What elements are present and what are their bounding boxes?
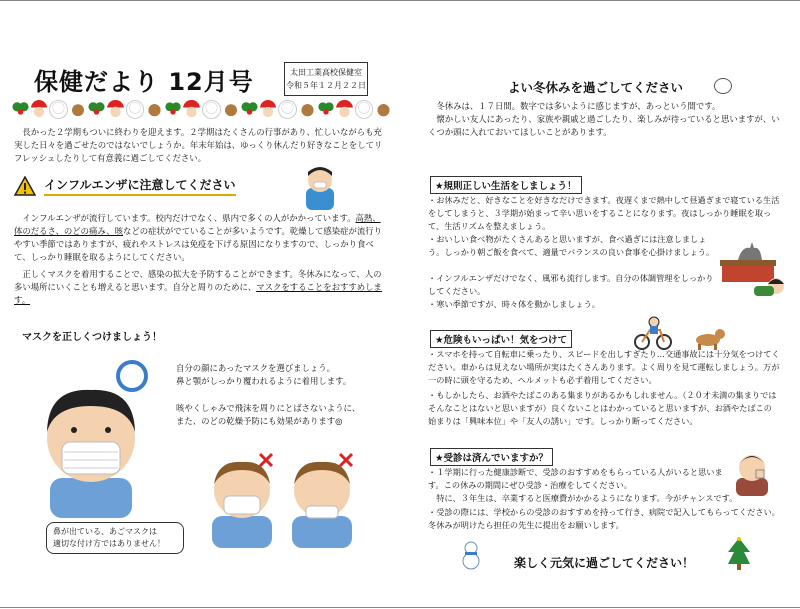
danger-item-1: ・スマホを持って自転車に乗ったり、スピードを出しすぎたり…交通事故には十分気をつけてください。車からは見えない場所が実はたくさんあります。よく周りを見て運転しましょう。万が一の時に頭を守るため、ヘルメットも必ず着用してください。	[428, 349, 780, 385]
warning-icon	[14, 176, 36, 196]
routine-item-4: ・寒い季節ですが、時々体を動かしましょう。	[428, 299, 600, 309]
issue-date: 令和５年１２月２２日	[286, 81, 366, 90]
holly-icon	[241, 100, 258, 117]
mask-heading: マスクを正しくつけましょう！	[22, 332, 162, 343]
winter-break-intro: 冬休みは、１７日間。数字では多いように感じますが、あっという間です。 懐かしい友人にあったり、家族や親戚と過ごしたり、楽しみが待っていると思いますが、いくつか頭に入れておいてほしいことがあります。	[428, 101, 780, 137]
mask-text-4: また、のどの乾燥予防にも効果があります◎	[176, 416, 343, 426]
mask-text-2: 鼻と顎がしっかり覆われるように着用します。	[176, 376, 352, 386]
mask-warning-callout: 鼻が出ている、あごマスクは 適切な付け方ではありません！	[46, 522, 184, 554]
danger-item-2: ・もしかしたら、お酒やたばこのある集まりがあるかもしれません。（２０才未満の集まりではそんなことはないと思いますが）良くないことはわかっていると思いますが、お酒やたばこの始まりは「興味本位」や「友人の誘い」です。しっかり断ってください。	[428, 390, 777, 426]
reindeer-icon	[223, 100, 240, 117]
dog-icon	[692, 324, 726, 350]
wrong-mask-nose-icon	[204, 452, 280, 548]
mask-person-icon	[36, 372, 146, 518]
holly-icon	[318, 100, 335, 117]
sick-person-icon	[730, 448, 774, 496]
school-name: 太田工業高校保健室	[290, 68, 362, 77]
checkup-item-1: ・１学期に行った健康診断で、受診のおすすめをもらっている人がいると思います。この休みの期間にぜひ受診・治療をしてください。	[428, 467, 723, 490]
holly-icon	[88, 100, 105, 117]
reindeer-icon	[70, 100, 87, 117]
santa-icon	[336, 100, 353, 117]
santa-icon	[31, 100, 48, 117]
winter-break-title: よい冬休みを過ごしてください	[508, 80, 684, 95]
section-heading-checkup: ★受診は済んでいますか？	[430, 448, 553, 466]
section-heading-danger: ★危険もいっぱい！気をつけて	[430, 330, 572, 348]
mask-text-1: 自分の顔にあったマスクを選びましょう。	[176, 363, 336, 373]
checkup-item-3: ・受診の際には、学校からの受診のおすすめを持って行き、病院で記入してもらってください。冬休みが明けたら担任の先生に提出をお願いします。	[428, 507, 780, 530]
top-rule	[0, 0, 800, 1]
left-column	[8, 58, 392, 603]
santa-icon	[183, 100, 200, 117]
snowman-small-icon	[460, 540, 482, 570]
reindeer-icon	[375, 100, 392, 117]
snowman-icon	[49, 100, 68, 119]
flu-heading-text: インフルエンザに注意してください	[44, 176, 236, 196]
sick-student-icon	[300, 164, 340, 210]
right-column	[416, 58, 794, 603]
flu-paragraph-2: 正しくマスクを着用することで、感染の拡大を予防することができます。冬休みになって、人の多い場所にいくことも増えると思います。自分と周りのために、マスクをすることをおすすめします。	[14, 269, 382, 305]
school-info-box	[284, 62, 368, 96]
christmas-decoration-row	[12, 100, 392, 122]
santa-icon	[260, 100, 277, 117]
clock-icon	[714, 78, 732, 94]
section-heading-routine: ★規則正しい生活をしましょう！	[430, 176, 582, 194]
holly-icon	[12, 100, 29, 117]
flu-section-heading	[14, 176, 236, 196]
newsletter-title: 保健だより 12月号	[34, 68, 254, 96]
routine-item-1: ・お休みだと、好きなことを好きなだけできます。夜遅くまで熱中して昼過ぎまで寝ている生活をしてしまうと、３学期が始まって辛い思いをすることになります。夜はしっかり睡眠を取って、生活リズムを整えましょう。	[428, 195, 780, 231]
closing-message: 楽しく元気に過ごしてください！	[514, 556, 695, 570]
checkup-item-2: 特に、３年生は、卒業すると医療費がかかるようになります。今がチャンスです。	[428, 493, 738, 503]
mask-text-3: 咳やくしゃみで飛沫を周りにとばさないように、	[176, 403, 361, 413]
intro-paragraph: 長かった２学期もついに終わりを迎えます。２学期はたくさんの行事があり、忙しいながらも充実した日々を過ごせたのではないでしょうか。年末年始は、ゆっくり休んだり好きなことをしてリフレッシュしたりして有意義に過ごしてください。	[14, 127, 383, 163]
reindeer-icon	[146, 100, 163, 117]
routine-item-2: ・おいしい食べ物がたくさんあると思いますが、食べ過ぎには注意しましょう。しっかり朝ご飯を食べて、適量でバランスの良い食事を心掛けましょう。	[428, 234, 715, 257]
flu-paragraph-1: インフルエンザが流行しています。校内だけでなく、県内で多くの人がかかっています。高熱、体のだるさ、のどの痛み、咳などの症状がでていることが多いようです。乾燥して感染症が流行りやすい季節ではありますが、疲れやストレスは免疫を下げる原因になりますので、しっかり食べて、しっかり睡眠を取るようにしてください。	[14, 213, 382, 262]
holly-icon	[165, 100, 182, 117]
snowman-icon	[278, 100, 297, 119]
bicycle-icon	[634, 316, 672, 352]
santa-icon	[107, 100, 124, 117]
snowman-icon	[126, 100, 145, 119]
reindeer-icon	[299, 100, 316, 117]
tree-icon	[726, 536, 752, 572]
snowman-icon	[355, 100, 374, 119]
cat-kotatsu-icon	[718, 234, 790, 300]
routine-item-3: ・インフルエンザだけでなく、風邪も流行します。自分の体調管理をしっかりしてください。	[428, 273, 714, 296]
snowman-icon	[202, 100, 221, 119]
wrong-mask-chin-icon	[284, 452, 360, 548]
bottom-rule	[0, 607, 800, 608]
